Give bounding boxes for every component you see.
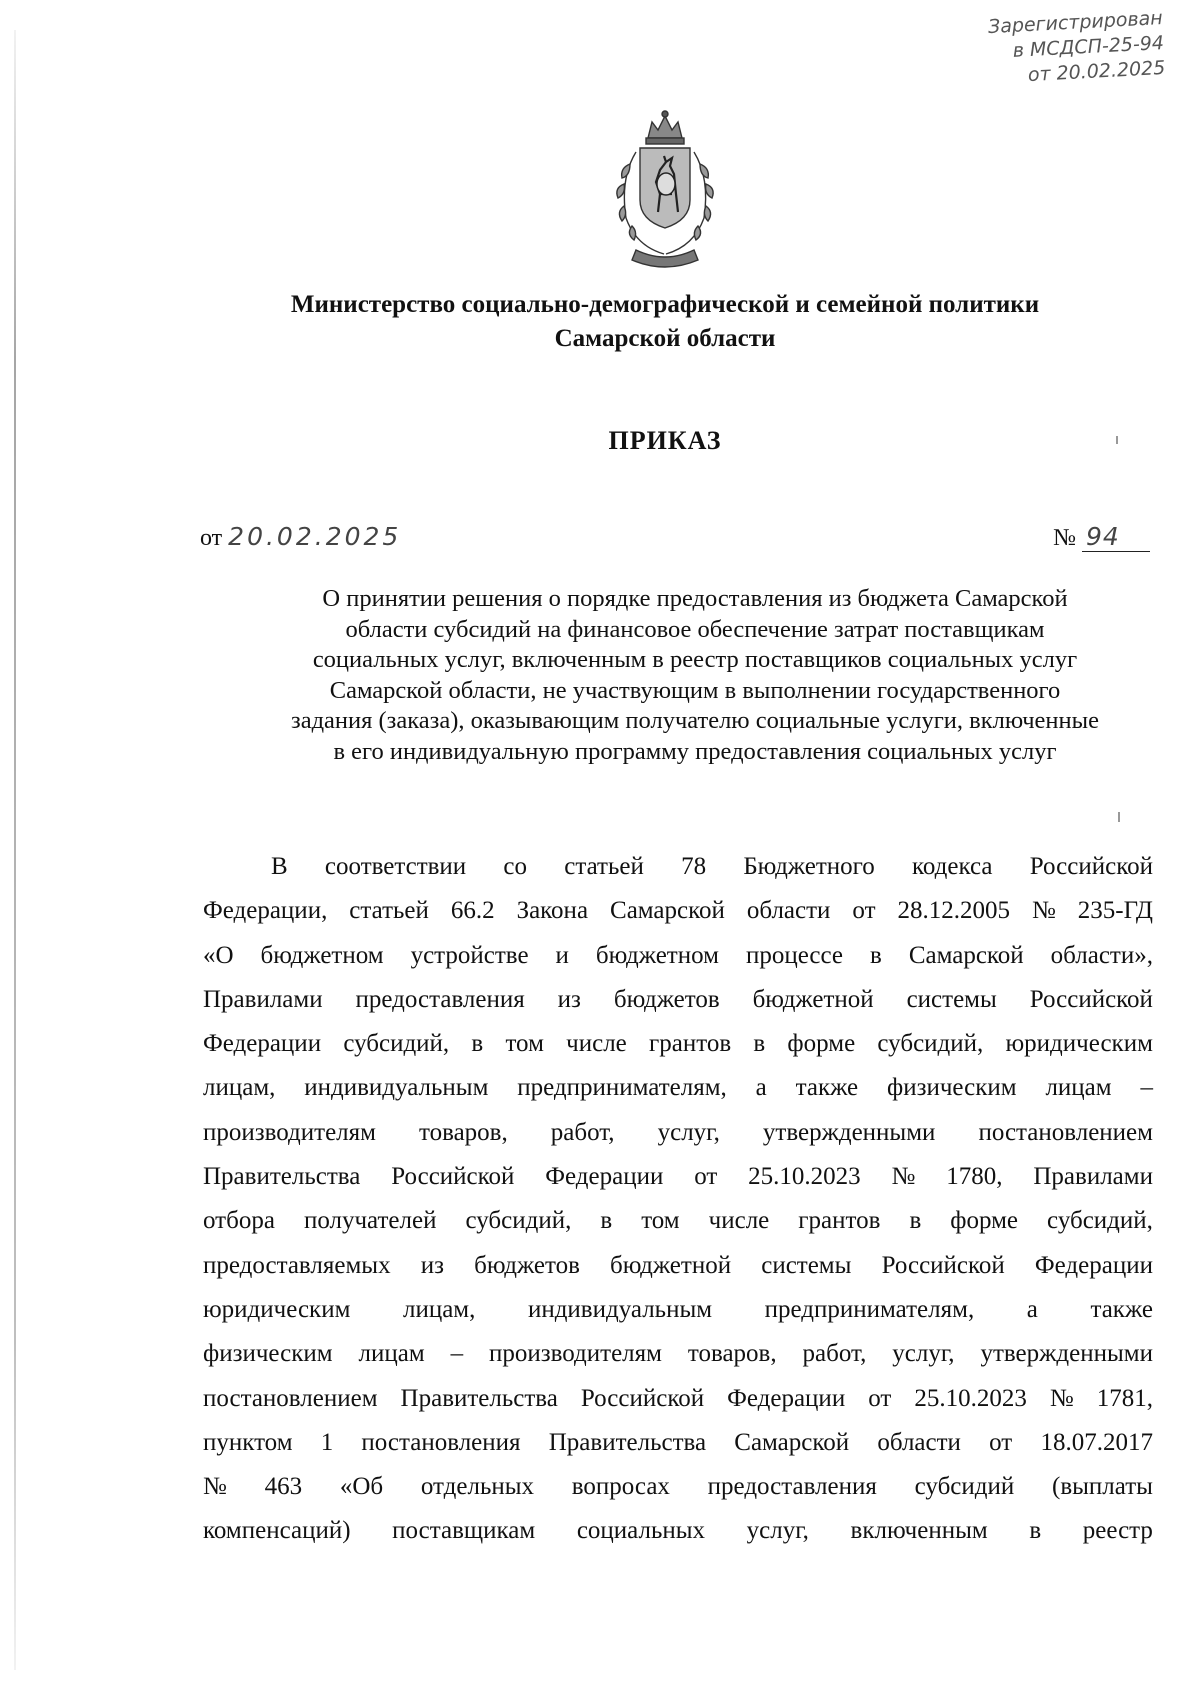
body-word: юридическим [203,1295,351,1323]
body-word: физическим [203,1340,333,1368]
body-word: услуг, [892,1340,955,1368]
body-word: 1 [320,1428,334,1456]
body-word: субсидий, [1047,1207,1153,1235]
subject-line: в его индивидуальную программу предоставления социальных услуг [333,737,1057,765]
ministry-name-line: Самарской области [554,325,776,352]
body-word: лицам [358,1340,425,1368]
body-word: форме [950,1207,1019,1235]
subject-line: области субсидий на финансовое обеспечение затрат поставщикам [345,615,1045,643]
subject-line: О принятии решения о порядке предоставления из бюджета Самарской [322,585,1068,612]
order-date-row [200,522,401,552]
registration-note-line: Зарегистрирован [987,6,1164,39]
body-word: предоставления [707,1473,877,1501]
body-word: товаров, [687,1340,777,1368]
body-word: компенсаций) [203,1517,351,1545]
body-word: числе [566,1030,627,1058]
samara-coat-of-arms-emblem [606,108,724,270]
body-word: от [868,1384,892,1412]
body-word: утвержденными [762,1118,936,1146]
body-word: в [870,941,882,969]
body-word: услуг, [746,1517,809,1545]
body-word: – [1140,1074,1153,1102]
body-word: 25.10.2023 [914,1384,1027,1412]
body-word: системы [906,985,997,1013]
body-word: включенным [850,1517,988,1545]
body-word: получателей [303,1207,437,1235]
ministry-name-heading [160,288,1170,356]
body-word: 78 [681,853,707,880]
body-word: – [450,1340,464,1368]
body-word: от [694,1163,718,1191]
scan-edge-shadow [14,30,16,1670]
body-word: Правительства [548,1428,707,1456]
body-word: субсидий, [465,1207,572,1235]
body-word: в [909,1207,922,1235]
body-word: в [1029,1517,1042,1545]
body-word: Российской [1029,853,1153,880]
body-word: субсидий, [343,1030,450,1058]
body-word: статьей [349,897,429,925]
body-word: бюджетной [610,1251,732,1279]
body-line [203,1199,1153,1243]
body-word: 235-ГД [1077,897,1153,925]
body-word: также [795,1074,859,1102]
body-word: числе [708,1207,770,1235]
registration-note-line: в МСДСП-25-94 [1012,31,1165,62]
body-word: предпринимателям, [517,1074,727,1102]
body-word: В [271,853,288,880]
body-word: «О [203,941,234,969]
body-word: со [503,853,528,880]
body-word: субсидий, [877,1030,984,1058]
body-word: от [852,897,876,925]
body-word: отдельных [420,1473,535,1501]
body-word: области [877,1428,961,1456]
body-word: Российской [391,1163,515,1191]
body-word: услуг, [657,1118,720,1146]
order-subject-title [220,584,1170,767]
body-word: работ, [550,1118,615,1146]
subject-line: задания (заказа), оказывающим получателю социальные услуги, включенные [291,707,1099,734]
body-word: Федерации [1034,1251,1153,1279]
body-word: работ, [802,1340,867,1368]
body-word: вопросах [571,1473,670,1501]
body-word: грантов [649,1030,732,1058]
body-line [203,889,1153,933]
body-word: Федерации [203,1030,322,1058]
body-word: социальных [576,1517,706,1545]
body-word: субсидий [914,1473,1015,1501]
body-word: отбора [203,1207,275,1235]
body-word: Федерации [545,1163,664,1191]
body-word: 28.12.2005 [897,897,1010,925]
body-word: поставщикам [392,1517,536,1545]
body-word: 463 [264,1473,303,1501]
document-type-title: ПРИКАЗ [608,426,722,455]
body-word: бюджетной [752,985,874,1013]
body-word: бюджетов [474,1251,580,1279]
body-word: Самарской [610,897,725,925]
body-word: индивидуальным [304,1074,489,1102]
body-word: и [555,941,569,969]
body-word: № [203,1473,227,1501]
body-word: устройстве [410,941,529,969]
body-word: 1781, [1096,1384,1153,1412]
body-word: Самарской [908,941,1024,969]
body-word: также [1090,1295,1153,1323]
body-word: в [753,1030,766,1058]
body-word: а [1026,1295,1038,1323]
body-word: грантов [798,1207,881,1235]
body-word: Правительства [203,1163,361,1191]
body-word: (выплаты [1052,1473,1153,1501]
body-word: пунктом [203,1428,293,1456]
body-word: статьей [564,853,644,880]
order-body-paragraph [203,845,1153,1554]
body-word: а [755,1074,767,1102]
body-word: форме [787,1030,856,1058]
body-line [203,1288,1153,1332]
body-line [203,978,1153,1022]
body-word: области [746,897,831,925]
body-word: в [600,1207,613,1235]
body-word: предоставления [355,985,525,1013]
body-word: соответствии [324,853,467,880]
body-line [203,1465,1153,1509]
body-word: Российской [1029,985,1153,1013]
body-word: Закона [516,897,589,925]
body-word: товаров, [419,1118,508,1146]
body-word: 18.07.2017 [1040,1428,1153,1456]
body-word: в [471,1030,484,1058]
number-prefix: № [1053,525,1076,551]
body-word: бюджетном [595,941,719,969]
body-line [203,1066,1153,1110]
body-word: постановлением [203,1384,378,1412]
body-word: кодекса [912,853,993,880]
body-line [203,1155,1153,1199]
body-word: предоставляемых [203,1251,391,1279]
body-word: из [420,1251,444,1279]
body-word: индивидуальным [527,1295,713,1323]
body-word: реестр [1082,1517,1153,1545]
body-line [203,1111,1153,1155]
body-word: производителям [203,1118,376,1146]
registration-note-line: от 20.02.2025 [1027,56,1166,87]
body-word: № [891,1163,916,1191]
body-word: системы [761,1251,852,1279]
body-word: лицам [1045,1074,1112,1102]
body-word: Самарской [734,1428,850,1456]
order-number-handwritten: 94 [1082,522,1150,552]
ministry-name-line: Министерство социально-демографической и семейной политики [290,291,1040,318]
body-line [203,845,1153,889]
body-word: 1780, [946,1163,1003,1191]
order-date-handwritten: 20.02.2025 [228,522,402,551]
body-word: Правилами [1033,1163,1153,1191]
body-word: Федерации [727,1384,846,1412]
body-word: процессе [745,941,844,969]
body-word: бюджетов [613,985,720,1013]
body-line [203,1377,1153,1421]
body-word: 25.10.2023 [748,1163,861,1191]
body-word: том [641,1207,680,1235]
body-word: 66.2 [450,897,495,925]
order-number-row [1053,522,1150,552]
subject-line: Самарской области, не участвующим в выполнении государственного [329,676,1061,704]
body-word: лицам, [402,1295,476,1323]
body-line [203,1421,1153,1465]
body-word: Федерации, [203,897,328,925]
body-word: лицам, [203,1074,276,1102]
body-word: Российской [881,1251,1005,1279]
body-line [203,1509,1153,1553]
body-word: № [1049,1384,1074,1412]
body-line [203,1244,1153,1288]
body-word: бюджетном [260,941,384,969]
body-line [203,1022,1153,1066]
body-word: утвержденными [980,1340,1153,1368]
body-word: предпринимателям, [764,1295,975,1323]
body-word: юридическим [1005,1030,1153,1058]
body-word: от [989,1428,1013,1456]
body-word: из [557,985,581,1013]
body-word: физическим [887,1074,1017,1102]
body-word: Правилами [203,985,323,1013]
body-word: постановления [361,1428,521,1456]
date-prefix: от [200,525,223,551]
body-word: Бюджетного [743,853,875,880]
subject-line: социальных услуг, включенным в реестр поставщиков социальных услуг [312,646,1078,673]
body-word: Российской [580,1384,705,1412]
registration-handwritten-note [932,6,1166,93]
body-word: постановлением [978,1118,1153,1146]
body-word: Правительства [400,1384,558,1412]
body-word: области», [1050,941,1153,969]
scan-speck [1118,812,1120,822]
body-line [203,934,1153,978]
body-line [203,1332,1153,1376]
body-word: том [505,1030,544,1058]
body-word: «Об [339,1473,384,1501]
body-word: производителям [489,1340,662,1368]
body-word: № [1031,897,1056,925]
